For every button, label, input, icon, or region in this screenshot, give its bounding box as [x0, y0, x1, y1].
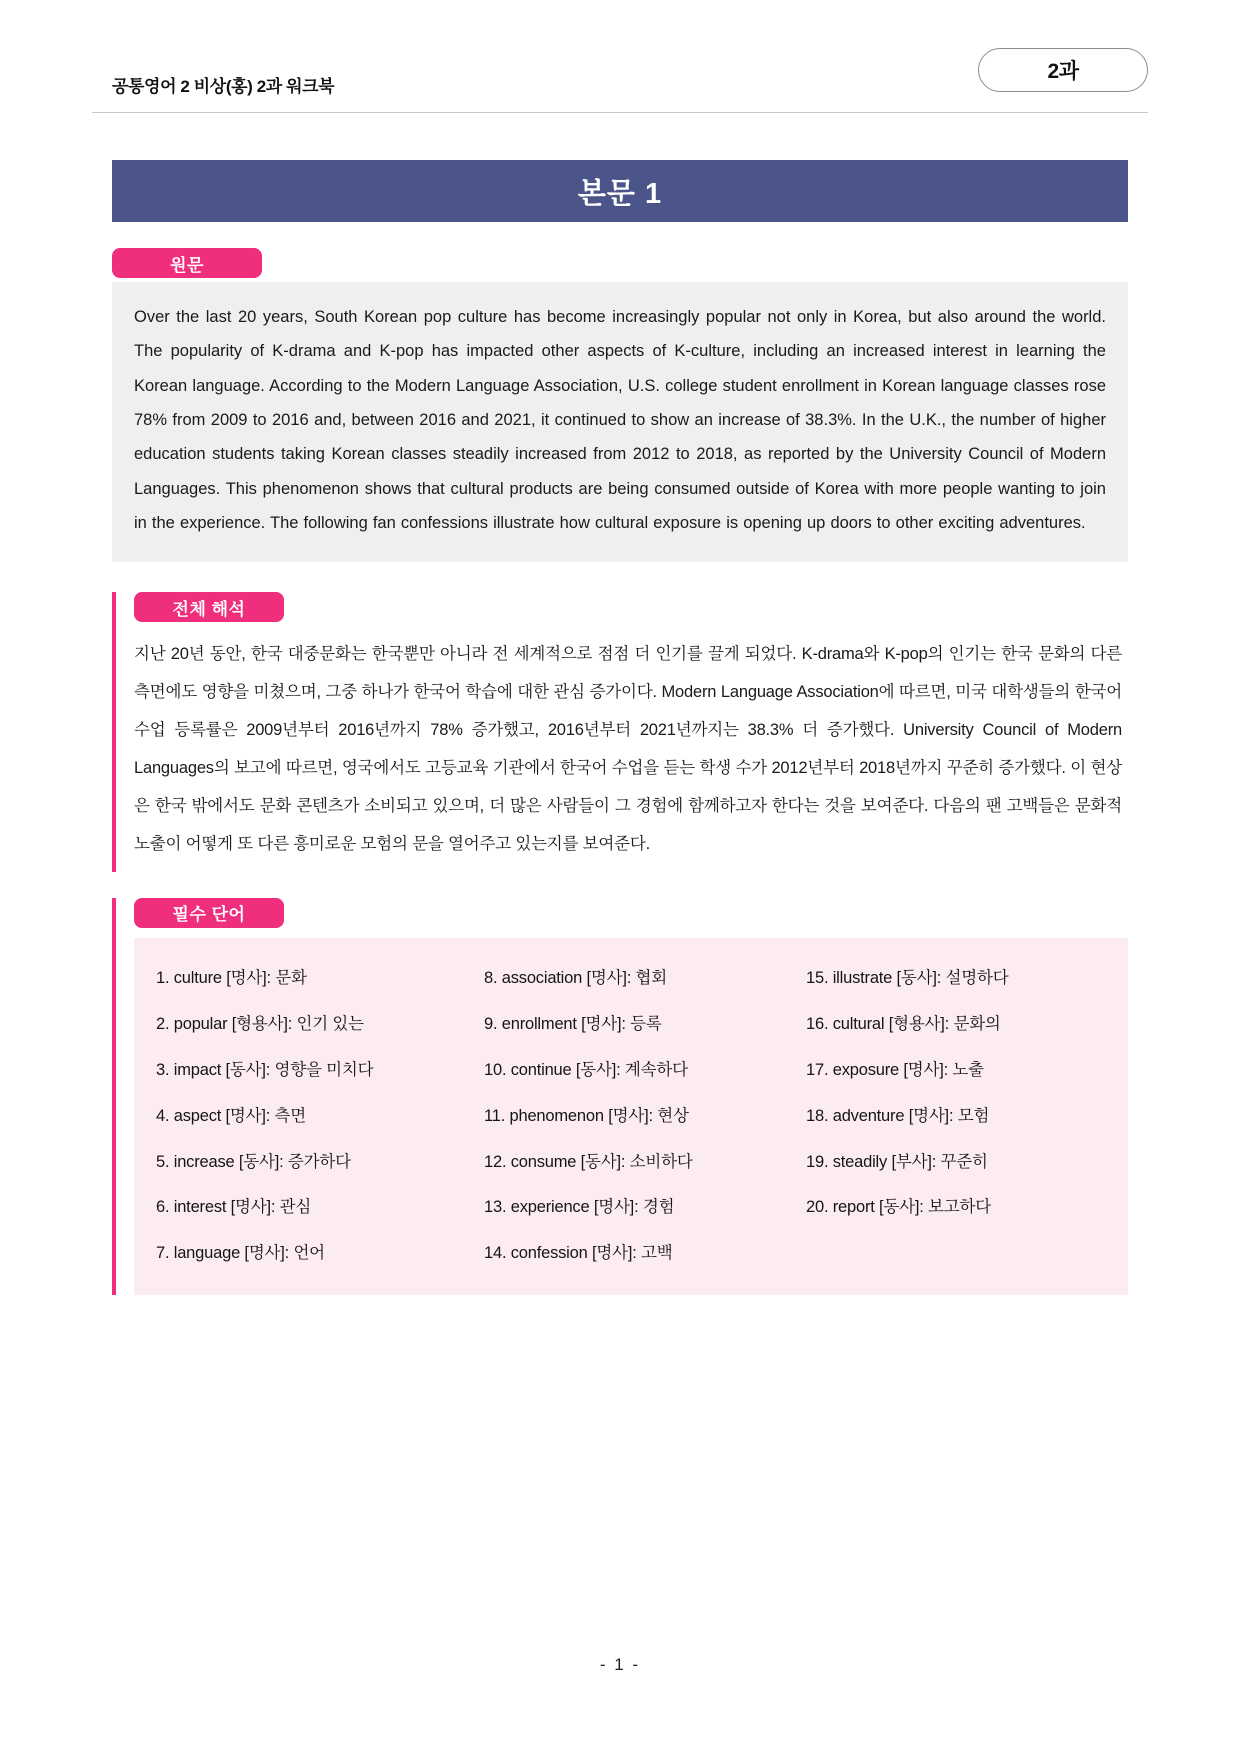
vocabulary-item: 5. increase [동사]: 증가하다: [156, 1152, 351, 1171]
vocabulary-item: 12. consume [동사]: 소비하다: [484, 1152, 693, 1171]
translation-section: [112, 592, 1128, 872]
vocabulary-item: 7. language [명사]: 언어: [156, 1244, 325, 1263]
vocabulary-item: 14. confession [명사]: 고백: [484, 1244, 673, 1263]
vocabulary-column-1: [148, 956, 470, 1277]
vocabulary-item: 10. continue [동사]: 계속하다: [484, 1060, 688, 1079]
vocabulary-item: 2. popular [형용사]: 인기 있는: [156, 1014, 364, 1033]
passage-text: Over the last 20 years, South Korean pop culture has become increasingly popular not only in Korea, but also around the world. The popularity of K-drama and K-pop has impacted other aspects of K-culture, including an increased interest in learning the Korean language. According to the Modern Language Association, U.S. college student enrollment in Korean language classes rose 78% from 2009 to 2016 and, between 2016 and 2021, it continued to show an increase of 38.3%. In the U.K., the number of higher education students taking Korean classes steadily increased from 2012 to 2018, as reported by the University Council of Modern Languages. This phenomenon shows that cultural products are being consumed outside of Korea with more people wanting to join in the experience. The following fan confessions illustrate how cultural exposure is opening up doors to other exciting adventures.: [134, 308, 1106, 532]
vocabulary-item: 8. association [명사]: 협회: [484, 968, 667, 987]
vocabulary-tag-row: [126, 898, 1128, 928]
vocabulary-item: 17. exposure [명사]: 노출: [806, 1060, 984, 1079]
vocabulary-item: 1. culture [명사]: 문화: [156, 968, 307, 987]
page-number: - 1 -: [599, 1655, 641, 1674]
passage-box: [112, 282, 1128, 562]
vocabulary-item: 11. phenomenon [명사]: 현상: [484, 1106, 689, 1125]
vocabulary-item: 15. illustrate [동사]: 설명하다: [806, 968, 1009, 987]
translation-body: [126, 622, 1128, 872]
passage-section: [112, 248, 1128, 562]
vocabulary-item: 4. aspect [명사]: 측면: [156, 1106, 307, 1125]
vocabulary-item: 19. steadily [부사]: 꾸준히: [806, 1152, 988, 1171]
translation-tag: 전체 해석: [134, 592, 284, 622]
vocabulary-box: [134, 938, 1128, 1295]
translation-text: 지난 20년 동안, 한국 대중문화는 한국뿐만 아니라 전 세계적으로 점점 더 인기를 끌게 되었다. K-drama와 K-pop의 인기는 한국 문화의 다른 측면에도 영향을 미쳤으며, 그중 하나가 한국어 학습에 대한 관심 증가이다. Modern Language Association에 따르면, 미국 대학생들의 한국어 수업 등록률은 2009년부터 2016년까지 78% 증가했고, 2016년부터 2021년까지는 38.3% 더 증가했다. University Council of Modern Languages의 보고에 따르면, 영국에서도 고등교육 기관에서 한국어 수업을 듣는 학생 수가 2012년부터 2018년까지 꾸준히 증가했다. 이 현상은 한국 밖에서도 문화 콘텐츠가 소비되고 있으며, 더 많은 사람들이 그 경험에 함께하고자 한다는 것을 보여준다. 다음의 팬 고백들은 문화적 노출이 어떻게 또 다른 흥미로운 모험의 문을 열어주고 있는지를 보여준다.: [134, 645, 1122, 853]
section-banner: 본문 1: [112, 160, 1128, 222]
vocabulary-section: [112, 898, 1128, 1295]
header-title: 공통영어 2 비상(홍) 2과 워크북: [112, 77, 335, 96]
lesson-badge: 2과: [978, 48, 1148, 92]
passage-tag-row: [112, 248, 1128, 278]
vocabulary-item: 18. adventure [명사]: 모험: [806, 1106, 990, 1125]
vocabulary-column-3: [792, 956, 1114, 1277]
page-header: [0, 0, 1240, 115]
header-divider: [92, 112, 1148, 113]
vocabulary-item: 16. cultural [형용사]: 문화의: [806, 1014, 1001, 1033]
vocabulary-column-2: [470, 956, 792, 1277]
vocabulary-tag: 필수 단어: [134, 898, 284, 928]
page-content: [112, 160, 1128, 1295]
vocabulary-item: 9. enrollment [명사]: 등록: [484, 1014, 662, 1033]
vocabulary-item: 13. experience [명사]: 경험: [484, 1198, 675, 1217]
passage-tag: 원문: [112, 248, 262, 278]
translation-tag-row: [126, 592, 1128, 622]
vocabulary-item: 20. report [동사]: 보고하다: [806, 1198, 991, 1217]
vocabulary-item: 6. interest [명사]: 관심: [156, 1198, 312, 1217]
vocabulary-item: 3. impact [동사]: 영향을 미치다: [156, 1060, 374, 1079]
